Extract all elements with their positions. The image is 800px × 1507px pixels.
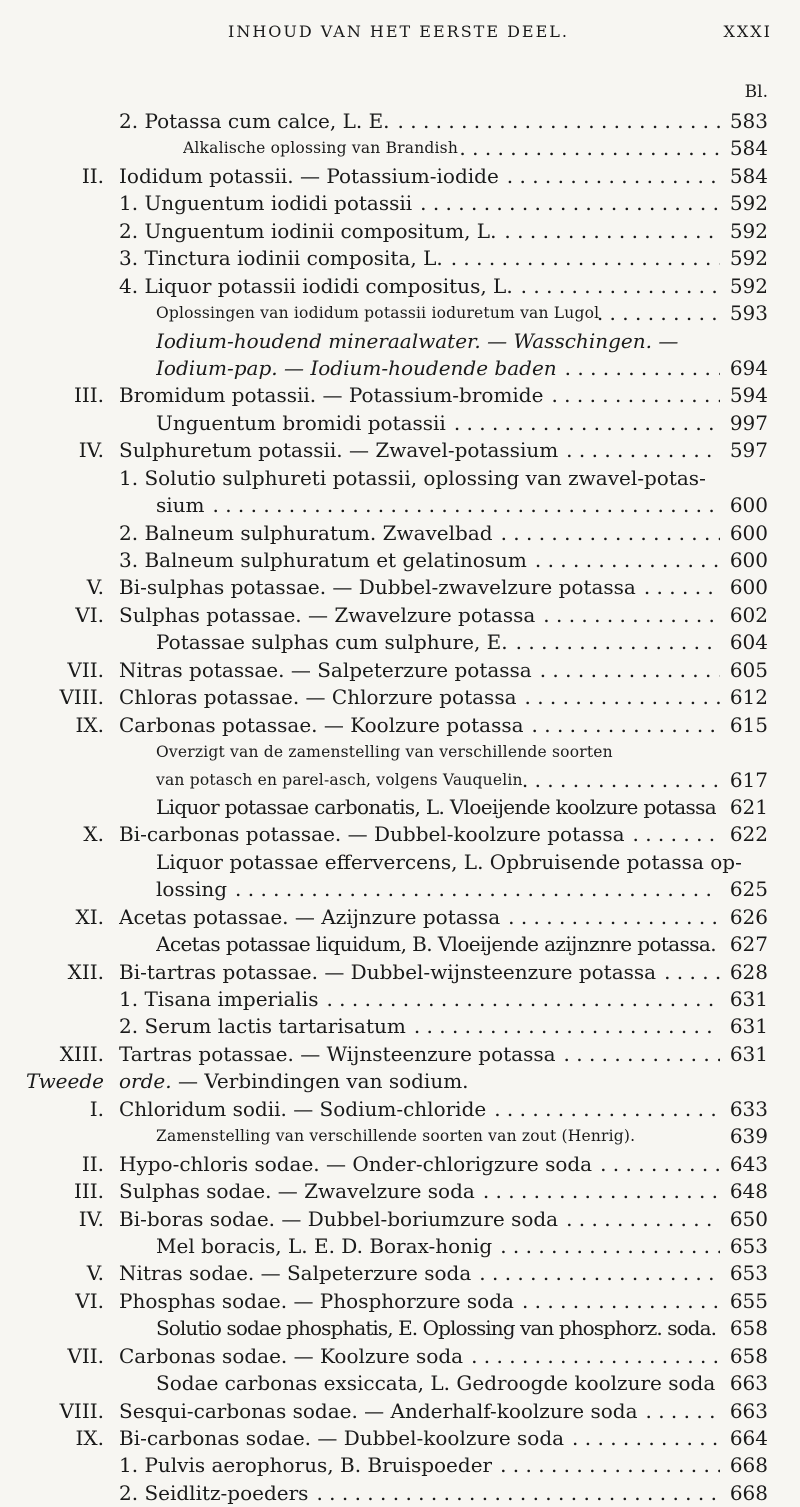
dot-leader [483, 1178, 720, 1205]
dot-leader [504, 218, 720, 245]
entry-title: Bi-boras sodae. — Dubbel-boriumzure soda [119, 1206, 559, 1231]
page-number: 663 [729, 1371, 768, 1396]
dot-leader [479, 1260, 720, 1287]
toc-entry [0, 465, 800, 492]
entry-title: Mel boracis, L. E. D. Borax-honig [156, 1233, 493, 1258]
toc-entry [0, 1233, 800, 1260]
page-number: 650 [729, 1206, 768, 1231]
page-number: 594 [729, 383, 768, 408]
page-number: 663 [729, 1398, 768, 1423]
dot-leader [633, 821, 720, 848]
entry-number: VI. [75, 602, 104, 627]
dot-leader [451, 245, 720, 272]
page-number: 600 [729, 520, 768, 545]
entry-number: VII. [67, 1343, 104, 1368]
entry-title: Alkalische oplossing van Brandish [183, 139, 459, 158]
entry-title: 2. Serum lactis tartarisatum [119, 1014, 406, 1039]
entry-title: Sulphas sodae. — Zwavelzure soda [119, 1179, 475, 1204]
entry-title: Sulphuretum potassii. — Zwavel-potassium [119, 438, 559, 463]
toc-entry [0, 328, 800, 355]
toc-entry [0, 1068, 800, 1095]
dot-leader [508, 904, 720, 931]
toc-entry [0, 1013, 800, 1040]
entry-title: Liquor potassae carbonatis, L. Vloeijende koolzure potassa [156, 794, 717, 819]
page-number: 631 [729, 987, 768, 1011]
entry-title: Liquor potassae effervercens, L. Opbruisende potassa op- [156, 849, 742, 874]
entry-title: 2. Potassa cum calce, L. E. [119, 109, 390, 133]
page-number: 592 [729, 218, 768, 243]
entry-title: Unguentum bromidi potassii [156, 410, 446, 435]
entry-number: VII. [67, 657, 104, 682]
page-number: 593 [729, 301, 768, 326]
dot-leader [316, 1480, 720, 1507]
dot-leader [420, 190, 720, 217]
toc-entry [0, 245, 800, 272]
toc-entry [0, 629, 800, 656]
page-number: 584 [729, 163, 768, 188]
entry-number: X. [83, 822, 104, 847]
toc-entry [0, 1151, 800, 1178]
toc-entry [0, 218, 800, 245]
toc-entry [0, 300, 800, 327]
toc-entry [0, 1178, 800, 1205]
entry-title: Sesqui-carbonas sodae. — Anderhalf-koolzure soda [119, 1398, 638, 1423]
page-number: 653 [729, 1261, 768, 1286]
dot-leader [664, 959, 720, 986]
toc-entry [0, 1452, 800, 1479]
toc-entry [0, 876, 800, 903]
entry-number: II. [81, 1151, 104, 1176]
table-of-contents [0, 108, 800, 1507]
page-number: 592 [729, 246, 768, 271]
entry-title: 3. Balneum sulphuratum et gelatinosum [119, 548, 527, 572]
entry-number: VIII. [59, 1398, 104, 1423]
page-number: 627 [729, 932, 768, 957]
page-number: 658 [729, 1316, 768, 1341]
page-number: 668 [729, 1453, 768, 1478]
page-number: 592 [729, 191, 768, 216]
dot-leader [535, 547, 720, 574]
entry-number: V. [86, 1261, 104, 1286]
entry-title: Tartras potassae. — Wijnsteenzure potassa [119, 1041, 556, 1066]
toc-entry [0, 1315, 800, 1342]
page-number: 602 [729, 602, 768, 627]
entry-title: Carbonas potassae. — Koolzure potassa [119, 712, 524, 737]
page-number: 664 [729, 1426, 768, 1450]
running-title: INHOUD VAN HET EERSTE DEEL. [228, 22, 569, 41]
entry-title: Chloridum sodii. — Sodium-chloride [119, 1096, 487, 1121]
toc-entry [0, 657, 800, 684]
entry-title: 3. Tinctura iodinii composita, L. [119, 246, 443, 271]
dot-leader [540, 657, 720, 684]
toc-entry [0, 1343, 800, 1370]
toc-entry [0, 684, 800, 711]
entry-number: IX. [75, 712, 104, 737]
dot-leader [516, 629, 720, 656]
entry-title: Acetas potassae liquidum, B. Vloeijende azijnznre potassa. [156, 932, 717, 957]
dot-leader [600, 1151, 720, 1178]
dot-leader [507, 163, 720, 190]
dot-leader [532, 712, 720, 739]
toc-entry [0, 602, 800, 629]
entry-title: 2. Seidlitz-poeders [119, 1480, 309, 1505]
page-number: 592 [729, 273, 768, 298]
entry-title: Nitras sodae. — Salpeterzure soda [119, 1261, 472, 1286]
page-number: 622 [729, 822, 768, 847]
entry-title: orde. — Verbindingen van sodium. [119, 1069, 469, 1094]
page-number: 653 [729, 1233, 768, 1258]
entry-title: van potasch en parel-asch, volgens Vauquelin [156, 770, 523, 789]
entry-title: Potassae sulphas cum sulphure, E. [156, 630, 508, 655]
toc-entry [0, 1206, 800, 1233]
dot-leader [522, 1288, 720, 1315]
entry-title: 1. Tisana imperialis [119, 987, 319, 1011]
entry-number: XIII. [59, 1041, 104, 1066]
page-number: 639 [729, 1124, 768, 1149]
page-number: 626 [729, 904, 768, 929]
entry-number: IV. [78, 438, 104, 463]
dot-leader [494, 1096, 720, 1123]
dot-leader [454, 410, 720, 437]
entry-title: Overzigt van de zamenstelling van verschillende soorten [156, 743, 613, 762]
entry-title: Iodium-houdend mineraalwater. — Wasschingen. — [156, 328, 679, 353]
toc-entry [0, 1370, 800, 1397]
page-number: 612 [729, 685, 768, 710]
entry-title: Acetas potassae. — Azijnzure potassa [119, 904, 501, 929]
entry-title: 4. Liquor potassii iodidi compositus, L. [119, 273, 513, 298]
dot-leader [521, 273, 720, 300]
entry-number: XI. [75, 904, 104, 929]
page-number: 604 [729, 630, 768, 655]
toc-entry [0, 437, 800, 464]
dot-leader [543, 602, 720, 629]
entry-number: V. [86, 575, 104, 600]
entry-title: sium [156, 493, 205, 518]
page-number: 643 [729, 1151, 768, 1176]
toc-entry [0, 492, 800, 519]
dot-leader [597, 300, 720, 327]
entry-number: IX. [75, 1426, 104, 1450]
toc-entry [0, 1288, 800, 1315]
dot-leader [500, 1452, 720, 1479]
page-column-heading: Bl. [744, 82, 768, 102]
page-number: 997 [729, 410, 768, 435]
page-number: 597 [729, 438, 768, 463]
entry-title: Zamenstelling van verschillende soorten van zout (Henrig). [156, 1127, 636, 1146]
page-number: 655 [729, 1288, 768, 1313]
dot-leader [398, 108, 720, 135]
entry-title: Sodae carbonas exsiccata, L. Gedroogde koolzure soda [156, 1371, 716, 1396]
toc-entry [0, 739, 800, 766]
toc-entry [0, 273, 800, 300]
toc-entry [0, 712, 800, 739]
entry-title: 1. Unguentum iodidi potassii [119, 191, 413, 216]
dot-leader [551, 382, 720, 409]
toc-entry [0, 931, 800, 958]
dot-leader [566, 437, 720, 464]
toc-entry [0, 355, 800, 382]
page-number: 625 [729, 877, 768, 902]
page-number: 631 [729, 1041, 768, 1066]
page-number: 583 [729, 109, 768, 133]
toc-entry [0, 163, 800, 190]
dot-leader [522, 767, 720, 794]
dot-leader [459, 135, 720, 162]
entry-number: VIII. [59, 685, 104, 710]
toc-entry [0, 1123, 800, 1150]
dot-leader [572, 1425, 720, 1452]
page-number: 631 [729, 1014, 768, 1039]
entry-title: Oplossingen van iodidum potassii ioduretum van Lugol [156, 304, 600, 323]
page-number: 584 [729, 136, 768, 161]
page-number: 633 [729, 1096, 768, 1121]
toc-entry [0, 1260, 800, 1287]
dot-leader [326, 986, 720, 1013]
dot-leader [564, 1041, 720, 1068]
toc-entry [0, 1425, 800, 1452]
toc-entry [0, 986, 800, 1013]
page-number: 600 [729, 575, 768, 600]
entry-title: Hypo-chloris sodae. — Onder-chlorigzure soda [119, 1151, 593, 1176]
dot-leader [525, 684, 721, 711]
entry-title: lossing [156, 877, 228, 902]
entry-title: Carbonas sodae. — Koolzure soda [119, 1343, 464, 1368]
entry-title: Bi-tartras potassae. — Dubbel-wijnsteenzure potassa [119, 959, 657, 984]
entry-number: VI. [75, 1288, 104, 1313]
entry-title: 2. Unguentum iodinii compositum, L. [119, 218, 497, 243]
entry-number: XII. [67, 959, 104, 984]
entry-number: Tweede [25, 1069, 104, 1094]
toc-entry [0, 135, 800, 162]
toc-entry [0, 547, 800, 574]
toc-entry [0, 1398, 800, 1425]
toc-entry [0, 849, 800, 876]
entry-title: Bi-sulphas potassae. — Dubbel-zwavelzure potassa [119, 575, 636, 600]
toc-entry [0, 1480, 800, 1507]
page-number: 658 [729, 1343, 768, 1368]
toc-entry [0, 904, 800, 931]
page-number: 617 [729, 767, 768, 792]
toc-entry [0, 821, 800, 848]
dot-leader [471, 1343, 720, 1370]
page-number: 605 [729, 657, 768, 682]
entry-title: Solutio sodae phosphatis, E. Oplossing van phosphorz. soda. [156, 1316, 717, 1341]
entry-number: IV. [78, 1206, 104, 1231]
entry-title: Iodidum potassii. — Potassium-iodide [119, 163, 499, 188]
dot-leader [566, 1206, 720, 1233]
entry-title: Chloras potassae. — Chlorzure potassa [119, 685, 517, 710]
toc-entry [0, 959, 800, 986]
entry-title: Bi-carbonas potassae. — Dubbel-koolzure potassa [119, 822, 625, 847]
dot-leader [500, 1233, 720, 1260]
toc-entry [0, 382, 800, 409]
page-number: 600 [729, 493, 768, 518]
dot-leader [644, 574, 720, 601]
entry-title: 1. Solutio sulphureti potassii, oplossing van zwavel-potas- [119, 465, 706, 490]
toc-entry [0, 1041, 800, 1068]
dot-leader [235, 876, 720, 903]
page-number: 621 [729, 794, 768, 819]
entry-number: III. [73, 1179, 104, 1204]
entry-number: II. [81, 163, 104, 188]
dot-leader [213, 492, 720, 519]
toc-entry [0, 794, 800, 821]
page-number: 600 [729, 548, 768, 572]
entry-number: III. [73, 383, 104, 408]
toc-entry [0, 190, 800, 217]
entry-number: I. [89, 1096, 104, 1121]
dot-leader [414, 1013, 720, 1040]
entry-title: 1. Pulvis aerophorus, B. Bruispoeder [119, 1453, 493, 1478]
entry-title: Nitras potassae. — Salpeterzure potassa [119, 657, 532, 682]
toc-entry [0, 574, 800, 601]
dot-leader [501, 520, 720, 547]
entry-title: Iodium-pap. — Iodium-houdende baden [156, 355, 557, 380]
entry-title: 2. Balneum sulphuratum. Zwavelbad [119, 520, 493, 545]
page-number: 628 [729, 959, 768, 984]
dot-leader [565, 355, 720, 382]
page-number: 615 [729, 712, 768, 737]
entry-title: Bi-carbonas sodae. — Dubbel-koolzure soda [119, 1426, 565, 1450]
toc-entry [0, 767, 800, 794]
dot-leader [646, 1398, 720, 1425]
page-number: 668 [729, 1480, 768, 1505]
entry-title: Sulphas potassae. — Zwavelzure potassa [119, 602, 536, 627]
entry-title: Phosphas sodae. — Phosphorzure soda [119, 1288, 514, 1313]
toc-entry [0, 108, 800, 135]
entry-title: Bromidum potassii. — Potassium-bromide [119, 383, 544, 408]
toc-entry [0, 520, 800, 547]
toc-entry [0, 410, 800, 437]
toc-entry [0, 1096, 800, 1123]
page-folio: XXXI [723, 22, 772, 41]
page-number: 648 [729, 1179, 768, 1204]
page-number: 694 [729, 355, 768, 380]
